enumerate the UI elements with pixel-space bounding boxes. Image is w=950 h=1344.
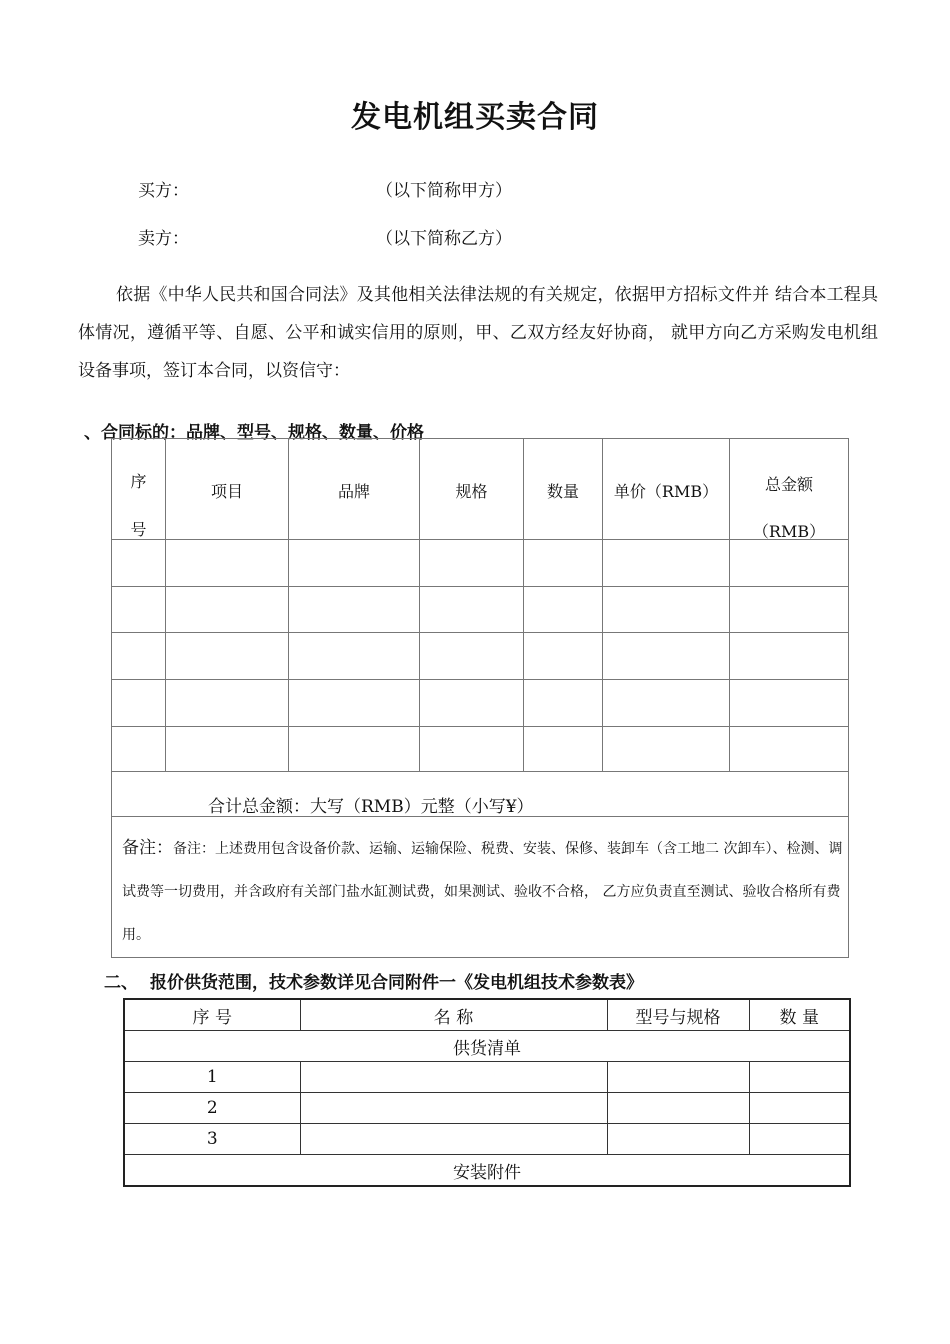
seller-label: 卖方： (138, 229, 189, 249)
header-name: 名 称 (300, 999, 607, 1031)
header-brand: 品牌 (289, 439, 420, 540)
group-supply-list: 供货清单 (124, 1031, 850, 1062)
header-qty: 数量 (524, 439, 603, 540)
table-row: 1 (124, 1062, 850, 1093)
buyer-note: （以下简称甲方） (376, 181, 512, 201)
section2-heading: 报价供货范围，技术参数详见合同附件一《发电机组技术参数表》 (150, 973, 643, 993)
table-row: 2 (124, 1093, 850, 1124)
header-total: 总金额 （RMB） (730, 439, 849, 540)
header-seq: 序 号 (112, 439, 166, 540)
table-row (112, 540, 849, 587)
remark-label: 备注： (122, 838, 173, 858)
header-seq: 序 号 (124, 999, 300, 1031)
contract-items-table (111, 438, 849, 958)
remark-cell (112, 817, 849, 958)
seller-note: （以下简称乙方） (376, 229, 512, 249)
header-item: 项目 (166, 439, 289, 540)
header-model: 型号与规格 (607, 999, 749, 1031)
header-unit-price: 单价（RMB） (603, 439, 730, 540)
intro-paragraph: 依据《中华人民共和国合同法》及其他相关法律法规的有关规定，依据甲方招标文件并 结合本工程具体情况，遵循平等、自愿、公平和诚实信用的原则，甲、乙双方经友好协商， 就甲方向乙方采购发电机组设备事项，签订本合同，以资信守： (78, 285, 878, 381)
group-install-accessories: 安装附件 (124, 1155, 850, 1187)
section2-number: 二、 (104, 973, 138, 993)
table-row: 3 (124, 1124, 850, 1155)
section1-heading: 、合同标的：品牌、型号、规格、数量、价格 (84, 423, 424, 443)
remark-text: 备注：上述费用包含设备价款、运输、运输保险、税费、安装、保修、装卸车（含工地二 次卸车）、检测、调试费等一切费用，并含政府有关部门盐水缸测试费，如果测试、验收不合格， 乙方应负责直至测试、验收合格所有费用。 (122, 841, 843, 943)
total-amount-row: 合计总金额：大写（RMB）元整（小写¥） (112, 772, 849, 817)
header-spec: 规格 (420, 439, 524, 540)
table-row (112, 587, 849, 633)
supply-scope-table (123, 998, 851, 1187)
table-row (112, 633, 849, 680)
header-qty: 数 量 (749, 999, 850, 1031)
table-row (112, 727, 849, 772)
document-title: 发电机组买卖合同 (351, 100, 599, 135)
buyer-label: 买方： (138, 181, 189, 201)
table-row (112, 680, 849, 727)
